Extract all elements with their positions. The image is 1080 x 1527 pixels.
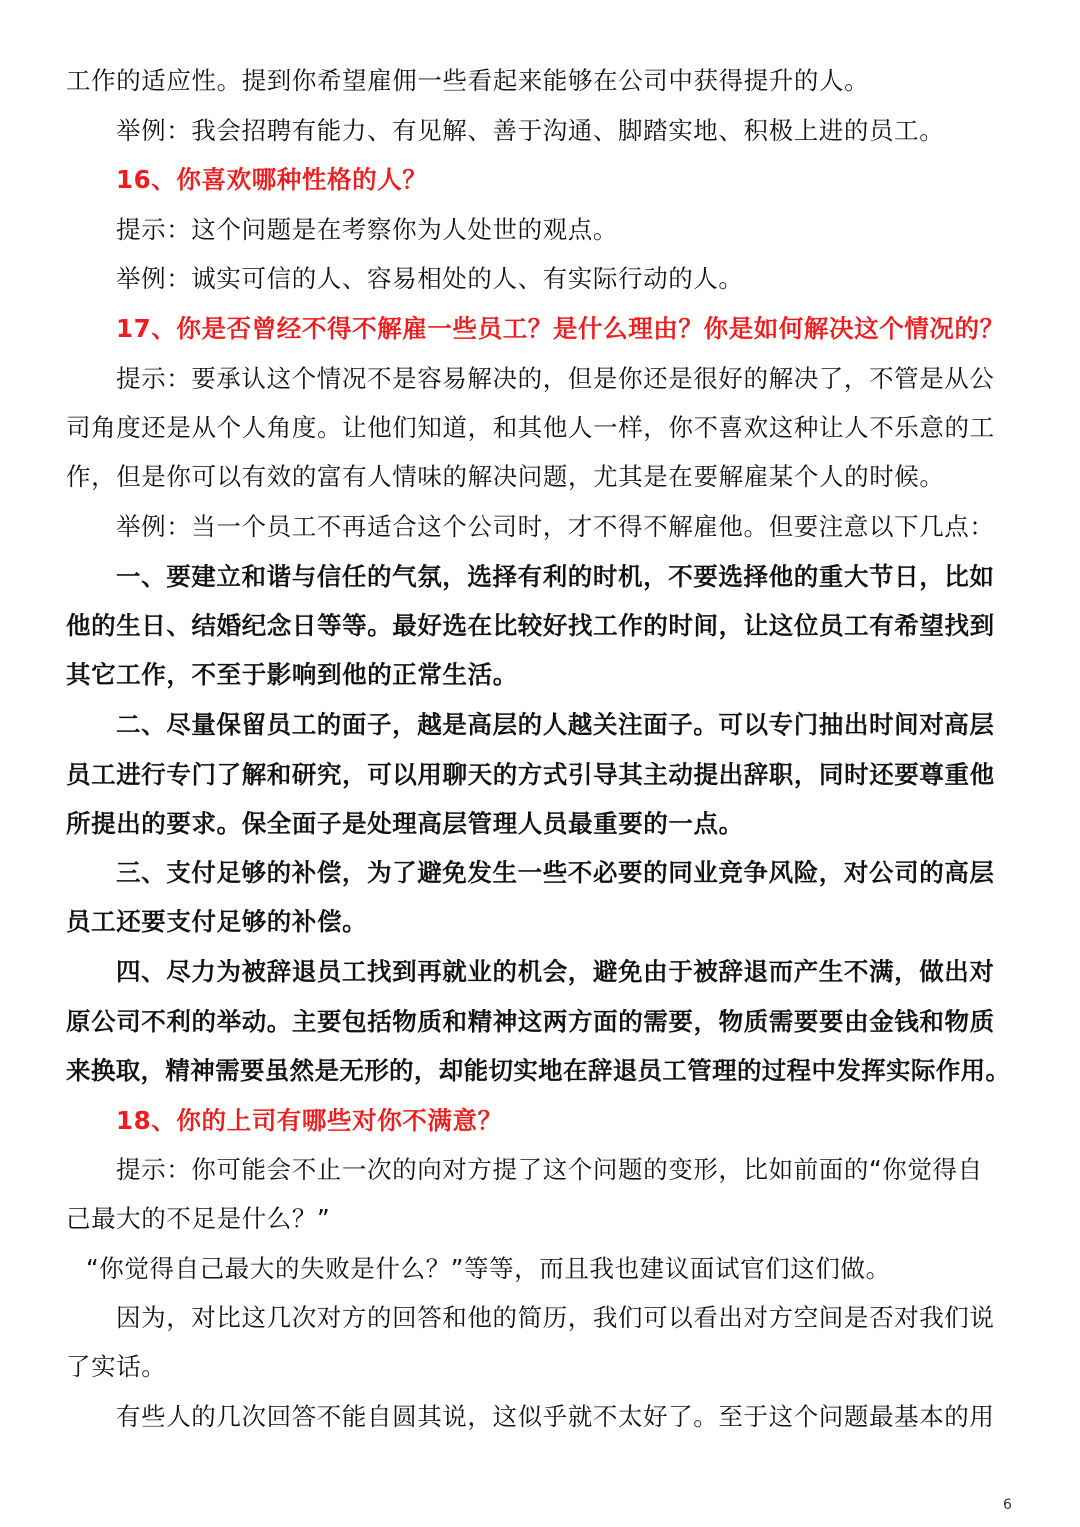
text-line: 己最大的不足是什么？” <box>66 1204 331 1233</box>
bold-point-1-cont: 他的生日、结婚纪念日等等。最好选在比较好找工作的时间，让这位员工有希望找到 <box>66 611 995 640</box>
text-line: 提示：你可能会不止一次的向对方提了这个问题的变形，比如前面的“你觉得自 <box>116 1155 983 1184</box>
bold-point-3: 三、支付足够的补偿，为了避免发生一些不必要的同业竞争风险，对公司的高层 <box>116 858 995 887</box>
text-line: 因为，对比这几次对方的回答和他的简历，我们可以看出对方空间是否对我们说 <box>116 1303 995 1332</box>
question-heading-18: 18、你的上司有哪些对你不满意？ <box>116 1106 503 1135</box>
text-line: 提示：要承认这个情况不是容易解决的，但是你还是很好的解决了，不管是从公 <box>116 364 995 393</box>
text-line: 举例：我会招聘有能力、有见解、善于沟通、脚踏实地、积极上进的员工。 <box>116 116 945 145</box>
text-line: 举例：诚实可信的人、容易相处的人、有实际行动的人。 <box>116 264 744 293</box>
bold-point-4-cont: 来换取，精神需要虽然是无形的，却能切实地在辞退员工管理的过程中发挥实际作用。 <box>66 1056 1011 1085</box>
text-line: “你觉得自己最大的失败是什么？”等等，而且我也建议面试官们这们做。 <box>86 1254 891 1283</box>
question-heading-17: 17、你是否曾经不得不解雇一些员工？是什么理由？你是如何解决这个情况的？ <box>116 314 1005 343</box>
page-number: 6 <box>1003 1497 1012 1513</box>
bold-point-1: 一、要建立和谐与信任的气氛，选择有利的时机，不要选择他的重大节日，比如 <box>116 562 995 591</box>
text-line: 举例：当一个员工不再适合这个公司时，才不得不解雇他。但要注意以下几点： <box>116 512 995 541</box>
text-line: 司角度还是从个人角度。让他们知道，和其他人一样，你不喜欢这种让人不乐意的工 <box>66 413 995 442</box>
bold-point-4-cont: 原公司不利的举动。主要包括物质和精神这两方面的需要，物质需要要由金钱和物质 <box>66 1007 995 1036</box>
bold-point-3-cont: 员工还要支付足够的补偿。 <box>66 907 368 936</box>
bold-point-1-cont: 其它工作，不至于影响到他的正常生活。 <box>66 660 518 689</box>
text-line: 了实话。 <box>66 1352 167 1381</box>
text-line: 作，但是你可以有效的富有人情味的解决问题，尤其是在要解雇某个人的时候。 <box>66 462 945 491</box>
bold-point-4: 四、尽力为被辞退员工找到再就业的机会，避免由于被辞退而产生不满，做出对 <box>116 957 995 986</box>
text-line: 有些人的几次回答不能自圆其说，这似乎就不太好了。至于这个问题最基本的用 <box>116 1402 995 1431</box>
text-line: 工作的适应性。提到你希望雇佣一些看起来能够在公司中获得提升的人。 <box>66 66 870 95</box>
bold-point-2-cont: 所提出的要求。保全面子是处理高层管理人员最重要的一点。 <box>66 809 744 838</box>
bold-point-2: 二、尽量保留员工的面子，越是高层的人越关注面子。可以专门抽出时间对高层 <box>116 710 995 739</box>
text-line: 提示：这个问题是在考察你为人处世的观点。 <box>116 215 618 244</box>
bold-point-2-cont: 员工进行专门了解和研究，可以用聊天的方式引导其主动提出辞职，同时还要尊重他 <box>66 760 995 789</box>
question-heading-16: 16、你喜欢哪种性格的人？ <box>116 165 428 194</box>
